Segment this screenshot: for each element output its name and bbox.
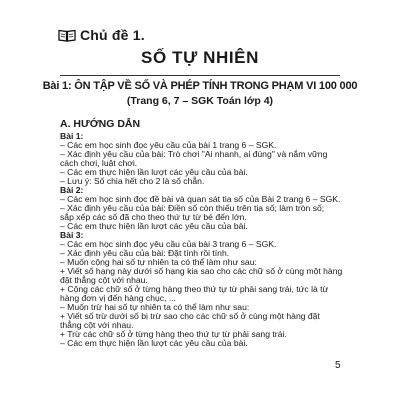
body-line: – Muốn cộng hai số tự nhiên ta có thể làm như sau: bbox=[60, 257, 257, 267]
chapter-label: Chủ đề 1. bbox=[80, 27, 145, 43]
body-line: hàng đơn vị đến hàng chục, ... bbox=[60, 293, 177, 303]
body-line: cách chơi, luật chơi. bbox=[60, 158, 138, 168]
exercise-heading: Bài 1: bbox=[60, 131, 84, 141]
body-line: sắp xếp các số đã cho theo thứ tự từ bé đến lớn. bbox=[60, 212, 247, 222]
body-line: đặt thẳng cột với nhau. bbox=[60, 275, 148, 285]
lesson-title: Bài 1: ÔN TẬP VỀ SỐ VÀ PHÉP TÍNH TRONG PHẠM VI 100 000 bbox=[42, 80, 358, 92]
body-line: – Muốn trừ hai số tự nhiên ta có thể làm như sau: bbox=[60, 302, 250, 312]
body-line: – Các em học sinh đọc yêu cầu của bài 3 trang 6 – SGK. bbox=[60, 239, 277, 249]
body-line: thẳng cột với nhau. bbox=[60, 320, 134, 330]
page-number: 5 bbox=[335, 360, 341, 371]
chapter-heading bbox=[58, 27, 145, 43]
body-line: – Xác định yêu cầu của bài: Đặt tính rồi tính. bbox=[60, 248, 230, 258]
body-line: + Trừ các chữ số ở từng hàng theo thứ tự từ phải sang trái. bbox=[60, 329, 287, 339]
body-line: – Các em thực hiện lần lượt các yêu cầu của bài. bbox=[60, 167, 248, 177]
body-line: – Xác định yêu cầu của bài: Điền số còn thiếu trên tia số; làm tròn số; bbox=[60, 203, 325, 213]
body-line: – Xác định yêu cầu của bài: Trò chơi "Ai nhanh, ai đúng" và nắm vững bbox=[60, 149, 328, 159]
body-line: – Lưu ý: Số chia hết cho 2 là số chẵn. bbox=[60, 176, 205, 186]
lesson-subtitle: (Trang 6, 7 – SGK Toán lớp 4) bbox=[126, 95, 274, 107]
body-line: + Cộng các chữ số ở từng hàng theo thứ tự từ phải sang trái, tức là từ bbox=[60, 284, 329, 294]
body-line: – Các em học sinh đọc yêu cầu của bài 1 trang 6 – SGK. bbox=[60, 140, 277, 150]
body-line: + Viết số hạng này dưới số hạng kia sao cho các chữ số ở cùng một hàng bbox=[60, 266, 343, 276]
page-title: SỐ TỰ NHIÊN bbox=[141, 48, 259, 67]
exercise-heading: Bài 3: bbox=[60, 230, 84, 240]
body-line: – Các em thực hiện lần lượt các yêu cầu của bài. bbox=[60, 338, 248, 348]
body-line: – Các em thực hiện lần lượt các yêu cầu của bài. bbox=[60, 221, 248, 231]
body-line: + Viết số trừ dưới số bị trừ sao cho các chữ số ở cùng một hàng đặt bbox=[60, 311, 320, 321]
exercise-heading: Bài 2: bbox=[60, 185, 84, 195]
open-book-icon bbox=[58, 29, 76, 42]
lesson-divider bbox=[60, 75, 340, 76]
body-line: – Các em học sinh đọc đề bài và quan sát tia số của Bài 2 trang 6 – SGK. bbox=[60, 194, 341, 204]
section-heading: A. HƯỚNG DẪN bbox=[60, 118, 141, 130]
